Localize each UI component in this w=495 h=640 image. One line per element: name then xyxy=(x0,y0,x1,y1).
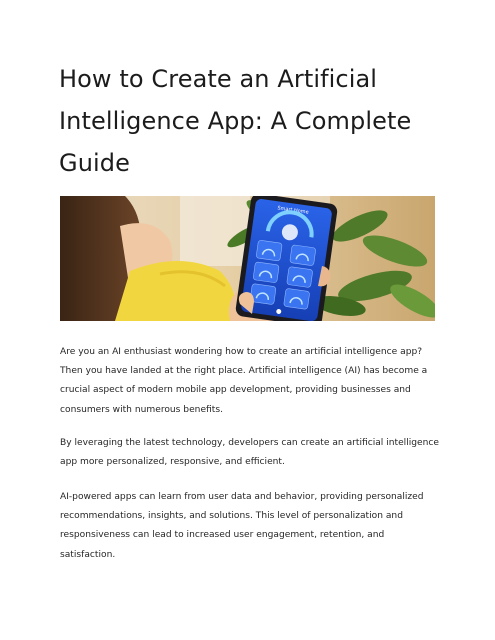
hero-image xyxy=(60,196,435,321)
paragraph-technology: By leveraging the latest technology, developers can create an artificial intelligence app more personalized, responsive, and efficient. xyxy=(60,438,439,468)
phone-app-title: Smart Home xyxy=(276,205,309,216)
paragraph-intro: Are you an AI enthusiast wondering how to create an artificial intelligence app? Then you have landed at the right place. Artificial intelligence (AI) has become a crucial aspect of modern mobile app development, providing businesses and consumers with numerous benefits. xyxy=(60,347,428,415)
article-title: How to Create an Artificial Intelligence App: A Complete Guide xyxy=(59,65,412,177)
hero-photo xyxy=(60,196,435,321)
paragraph-personalization: AI-powered apps can learn from user data and behavior, providing personalized recommendations, insights, and solutions. This level of personalization and responsiveness can lead to increased user engagement, retention, and satisfaction. xyxy=(60,492,424,560)
